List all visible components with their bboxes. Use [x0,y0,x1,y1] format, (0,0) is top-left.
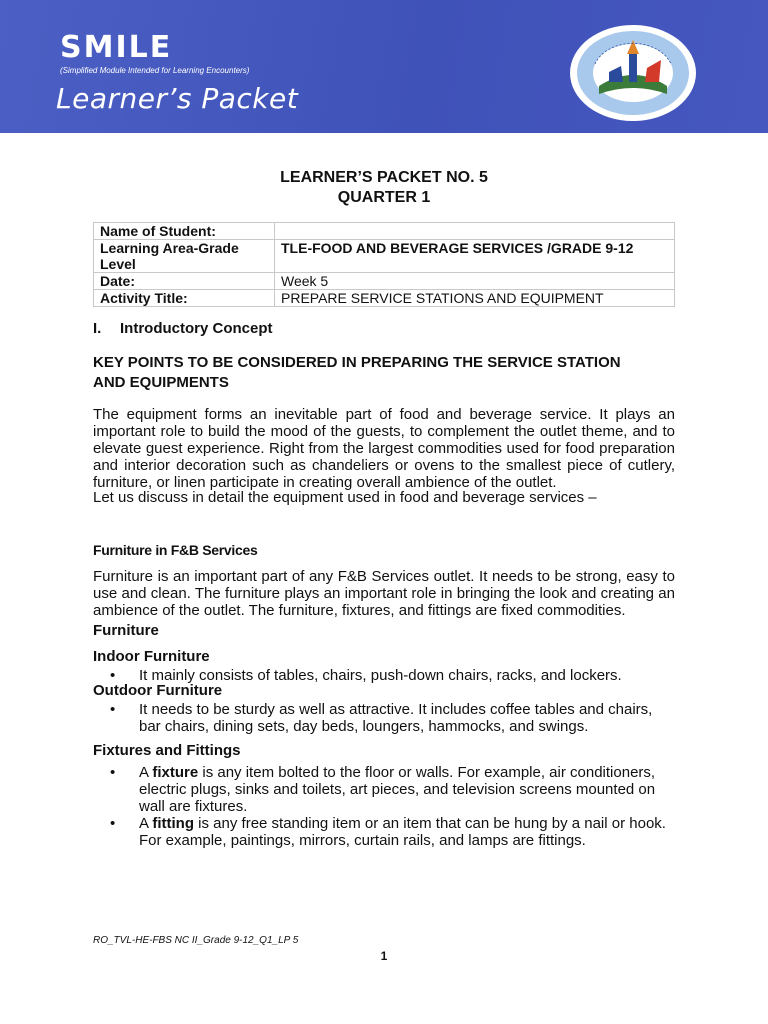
indoor-furniture-heading: Indoor Furniture [93,648,210,665]
brand-subtitle: (Simplified Module Intended for Learning Encounters) [60,66,250,75]
name-value-field[interactable] [275,223,675,240]
fixture-term: fixture [152,764,199,781]
fitting-definition [139,815,676,849]
fitting-prefix: A [139,815,153,832]
bullet-icon: • [110,667,116,684]
table-row [94,223,675,240]
header-banner [0,0,768,133]
list-item [110,815,676,849]
quarter-title: QUARTER 1 [337,189,431,206]
key-points-heading [93,353,675,393]
learners-packet-title: Learner’s Packet [56,82,299,115]
activity-title-label: Activity Title: [94,290,275,307]
table-row [94,273,675,290]
learning-area-value: TLE-FOOD AND BEVERAGE SERVICES /GRADE 9-12 [275,240,675,273]
indoor-furniture-text: It mainly consists of tables, chairs, push-down chairs, racks, and lockers. [139,667,622,684]
section-heading [93,320,273,337]
furniture-heading: Furniture [93,622,159,639]
brand-logo-text: SMILE [60,30,173,65]
fixtures-fittings-heading: Fixtures and Fittings [93,742,241,759]
packet-title: LEARNER’S PACKET NO. 5 [280,169,488,186]
section-title: Introductory Concept [120,320,273,337]
key-points-line-1: KEY POINTS TO BE CONSIDERED IN PREPARING THE SERVICE STATION [93,354,621,371]
fitting-term: fitting [152,815,195,832]
activity-title-value: PREPARE SERVICE STATIONS AND EQUIPMENT [275,290,675,307]
table-row [94,290,675,307]
outdoor-furniture-text: It needs to be sturdy as well as attractive. It includes coffee tables and chairs, bar chairs, dining sets, day beds, loungers, hammocks, and swings. [139,701,653,735]
furniture-paragraph: Furniture is an important part of any F&B Services outlet. It needs to be strong, easy to use and clean. The furniture plays an important role in bringing the look and creating an ambience of the outlet. The furniture, fixtures, and fittings are fixed commodities. [93,568,675,619]
bullet-icon: • [110,701,116,718]
intro-discuss-line: Let us discuss in detail the equipment used in food and beverage services – [93,489,597,506]
intro-paragraph: The equipment forms an inevitable part of food and beverage service. It plays an important role to build the mood of the guests, to complement the outlet theme, and to elevate guest experience. Right from the largest commodities used for food preparation and interior decoration such as chandeliers or ovens to the smallest piece of cutlery, furniture, or linen participate in creating overall ambience of the outlet. [93,406,675,491]
date-value: Week 5 [275,273,675,290]
deped-seal-logo [569,24,697,122]
fixture-text: is any item bolted to the floor or walls. For example, air conditioners, electric plugs, sinks and toilets, art pieces, and television screens mounted on wall are fixtures. [139,764,656,815]
student-info-table [93,222,675,307]
page-number: 1 [380,949,388,963]
name-label: Name of Student: [94,223,275,240]
date-label: Date: [94,273,275,290]
table-row [94,240,675,273]
fixture-prefix: A [139,764,153,781]
fitting-text: is any free standing item or an item that can be hung by a nail or hook. For example, paintings, mirrors, curtain rails, and lamps are fittings. [139,815,666,849]
bullet-icon: • [110,815,116,832]
key-points-line-2: AND EQUIPMENTS [93,374,229,391]
learning-area-label: Learning Area-Grade Level [94,240,275,273]
bullet-icon: • [110,764,116,781]
fixture-definition [139,764,676,815]
list-item [110,701,676,735]
furniture-section-heading: Furniture in F&B Services [93,542,258,558]
section-number: I. [93,320,102,337]
outdoor-furniture-heading: Outdoor Furniture [93,682,223,699]
list-item [110,764,676,815]
document-code-footer: RO_TVL-HE-FBS NC II_Grade 9-12_Q1_LP 5 [93,935,299,946]
